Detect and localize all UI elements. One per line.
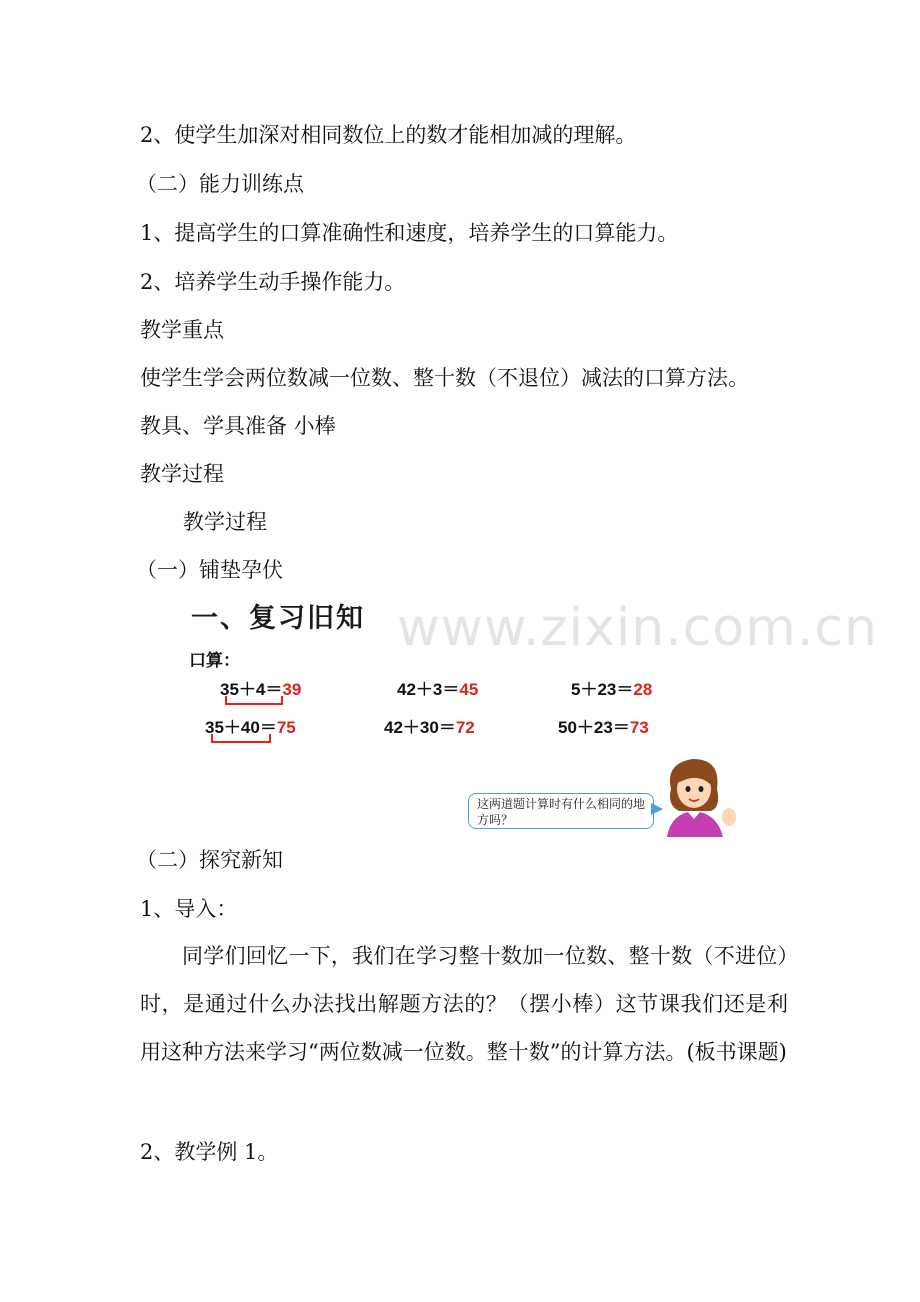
- speech-bubble: 这两道题计算时有什么相同的地方吗？: [468, 793, 654, 829]
- materials: 教具、学具准备 小棒: [140, 414, 336, 438]
- section-preparation: （一）铺垫孕伏: [136, 558, 283, 582]
- section-explore: （二）探究新知: [136, 848, 283, 872]
- oral-label: 口算：: [189, 651, 240, 671]
- key-point-text: 使学生学会两位数减一位数、整十数（不退位）减法的口算方法。: [140, 366, 749, 390]
- equation-answer: 39: [282, 680, 302, 699]
- equation: 35＋40＝75: [205, 718, 296, 737]
- objective-2: 2、使学生加深对相同数位上的数才能相加减的理解。: [140, 123, 637, 147]
- example-1-heading: 2、教学例 1。: [140, 1140, 279, 1164]
- watermark: www.zixin.com.cn: [397, 598, 878, 658]
- equation-answer: 73: [629, 718, 649, 737]
- ability-2: 2、培养学生动手操作能力。: [140, 270, 406, 294]
- tens-bracket: [211, 734, 271, 743]
- equation: 42＋30＝72: [384, 718, 475, 737]
- subheading-process: 教学过程: [183, 510, 267, 534]
- equation: 42＋3＝45: [397, 680, 479, 699]
- tens-bracket: [225, 696, 283, 705]
- section-ability: （二）能力训练点: [136, 172, 304, 196]
- equation-answer: 75: [276, 718, 296, 737]
- equation: 50＋23＝73: [558, 718, 649, 737]
- equation-answer: 72: [455, 718, 475, 737]
- intro-paragraph: 同学们回忆一下，我们在学习整十数加一位数、整十数（不进位）时，是通过什么办法找出解题方法的？（摆小棒）这节课我们还是利用这种方法来学习“两位数减一位数。整十数”的计算方法。(板书课题): [140, 944, 788, 1064]
- ability-1: 1、提高学生的口算准确性和速度，培养学生的口算能力。: [140, 221, 679, 245]
- equation-answer: 45: [459, 680, 479, 699]
- teacher-girl-icon: [651, 755, 739, 837]
- equation: 5＋23＝28: [571, 680, 653, 699]
- equation: 35＋4＝39: [220, 680, 302, 699]
- review-slide-image: [185, 590, 878, 840]
- slide-title: 一、复习旧知: [191, 603, 365, 634]
- intro-heading: 1、导入：: [140, 897, 238, 921]
- equation-answer: 28: [633, 680, 653, 699]
- heading-key-point: 教学重点: [140, 318, 224, 342]
- heading-process: 教学过程: [140, 462, 224, 486]
